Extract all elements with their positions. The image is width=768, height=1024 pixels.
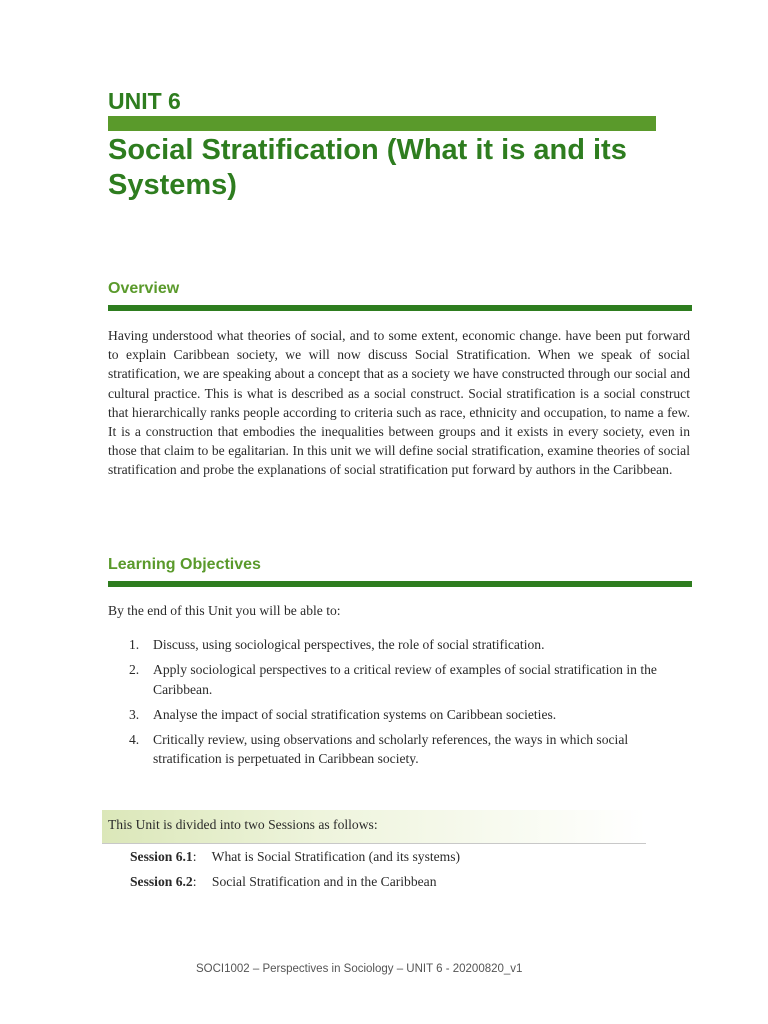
objectives-list	[108, 635, 688, 774]
unit-title: Social Stratification (What it is and its Systems)	[108, 134, 627, 201]
learning-objectives-heading: Learning Objectives	[108, 556, 261, 573]
unit-header-bar	[108, 116, 656, 131]
session-label: Session 6.1	[130, 849, 193, 864]
objective-item	[108, 660, 688, 699]
objective-text: Apply sociological perspectives to a critical review of examples of social stratification in the Caribbean.	[153, 662, 657, 697]
page-footer: SOCI1002 – Perspectives in Sociology – UNIT 6 - 20200820_v1	[196, 963, 523, 975]
objective-number: 2.	[129, 662, 140, 677]
overview-paragraph: Having understood what theories of social, and to some extent, economic change. have been put forward to explain Caribbean society, we will now discuss Social Stratification. When we speak of social stratification, we are speaking about a concept that as a society we have constructed through our social and cultural practice. This is what is described as a social construct. Social stratification is a social construct that hierarchically ranks people according to criteria such as race, ethnicity and occupation, to name a few. It is a construction that embodies the inequalities between groups and it exists in every society, even in those that claim to be egalitarian. In this unit we will define social stratification, examine theories of social stratification and probe the explanations of social stratification put forward by authors in the Caribbean.	[108, 328, 690, 478]
session-row-6-2	[130, 874, 437, 890]
sessions-banner-text: This Unit is divided into two Sessions as follows:	[108, 817, 378, 832]
objective-item	[108, 705, 688, 725]
session-row-6-1	[130, 849, 460, 865]
learning-objectives-rule	[108, 581, 692, 587]
objective-item	[108, 635, 688, 655]
session-colon: :	[192, 849, 197, 864]
session-title: What is Social Stratification (and its systems)	[211, 849, 461, 864]
objective-number: 1.	[129, 637, 140, 652]
objective-number: 3.	[129, 706, 140, 722]
objective-item	[108, 730, 688, 769]
session-title: Social Stratification and in the Caribbean	[211, 874, 437, 889]
overview-rule	[108, 305, 692, 311]
unit-label: UNIT 6	[108, 88, 181, 114]
objective-text: Analyse the impact of social stratification systems on Caribbean societies.	[153, 706, 557, 722]
session-colon: :	[192, 874, 197, 889]
objective-text: Discuss, using sociological perspectives, the role of social stratification.	[153, 637, 545, 652]
session-label: Session 6.2	[130, 874, 193, 889]
objective-number: 4.	[129, 731, 140, 747]
objective-text: Critically review, using observations and scholarly references, the ways in which social stratification is perpetuated in Caribbean society.	[153, 731, 629, 766]
sessions-banner	[102, 810, 646, 844]
overview-heading: Overview	[108, 280, 180, 297]
objectives-intro: By the end of this Unit you will be able to:	[108, 603, 341, 618]
